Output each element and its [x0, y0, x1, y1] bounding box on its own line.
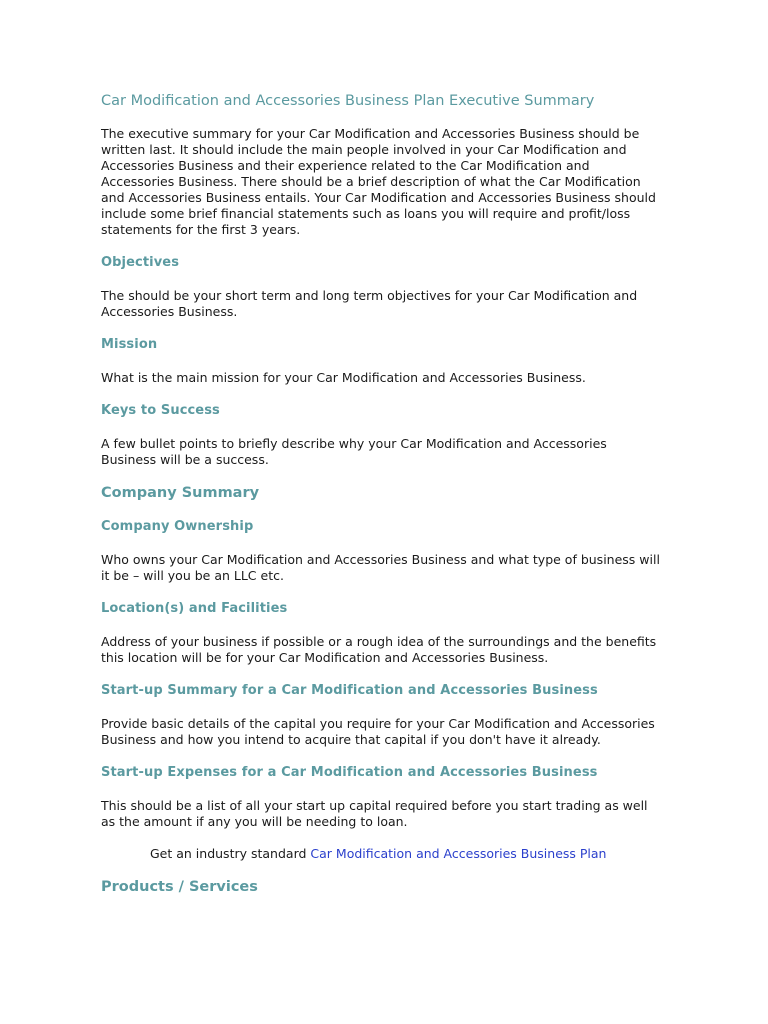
- keys-to-success-heading: Keys to Success: [101, 403, 220, 418]
- company-ownership-paragraph: Who owns your Car Modification and Accessories Business and what type of business will it be – will you be an LLC etc.: [101, 552, 660, 583]
- objectives-paragraph: The should be your short term and long term objectives for your Car Modification and Accessories Business.: [101, 288, 638, 319]
- document-title: Car Modification and Accessories Business Plan Executive Summary: [101, 93, 595, 109]
- objectives-heading: Objectives: [101, 255, 180, 270]
- document-page: [101, 92, 661, 912]
- keys-to-success-paragraph: A few bullet points to briefly describe why your Car Modification and Accessories Business will be a success.: [101, 436, 607, 467]
- cta-prefix: Get an industry standard: [150, 846, 311, 861]
- mission-paragraph: What is the main mission for your Car Modification and Accessories Business.: [101, 370, 586, 385]
- location-heading: Location(s) and Facilities: [101, 601, 288, 616]
- company-summary-heading: Company Summary: [101, 485, 260, 501]
- cta-line: [101, 846, 661, 862]
- company-ownership-heading: Company Ownership: [101, 519, 254, 534]
- location-paragraph: Address of your business if possible or a rough idea of the surroundings and the benefits this location will be for your Car Modification and Accessories Business.: [101, 634, 657, 665]
- mission-heading: Mission: [101, 337, 158, 352]
- startup-summary-heading: Start-up Summary for a Car Modification and Accessories Business: [101, 683, 598, 698]
- startup-expenses-paragraph: This should be a list of all your start up capital required before you start trading as well as the amount if any you will be needing to loan.: [101, 798, 648, 829]
- products-services-heading: Products / Services: [101, 879, 258, 895]
- startup-expenses-heading: Start-up Expenses for a Car Modification and Accessories Business: [101, 765, 598, 780]
- intro-paragraph: The executive summary for your Car Modification and Accessories Business should be written last. It should include the main people involved in your Car Modification and Accessories Business and their experience related to the Car Modification and Accessories Business. There should be a brief description of what the Car Modification and Accessories Business entails. Your Car Modification and Accessories Business should include some brief financial statements such as loans you will require and profit/loss statements for the first 3 years.: [101, 126, 656, 237]
- business-plan-link[interactable]: Car Modification and Accessories Business Plan: [310, 846, 607, 861]
- startup-summary-paragraph: Provide basic details of the capital you require for your Car Modification and Accessories Business and how you intend to acquire that capital if you don't have it already.: [101, 716, 655, 747]
